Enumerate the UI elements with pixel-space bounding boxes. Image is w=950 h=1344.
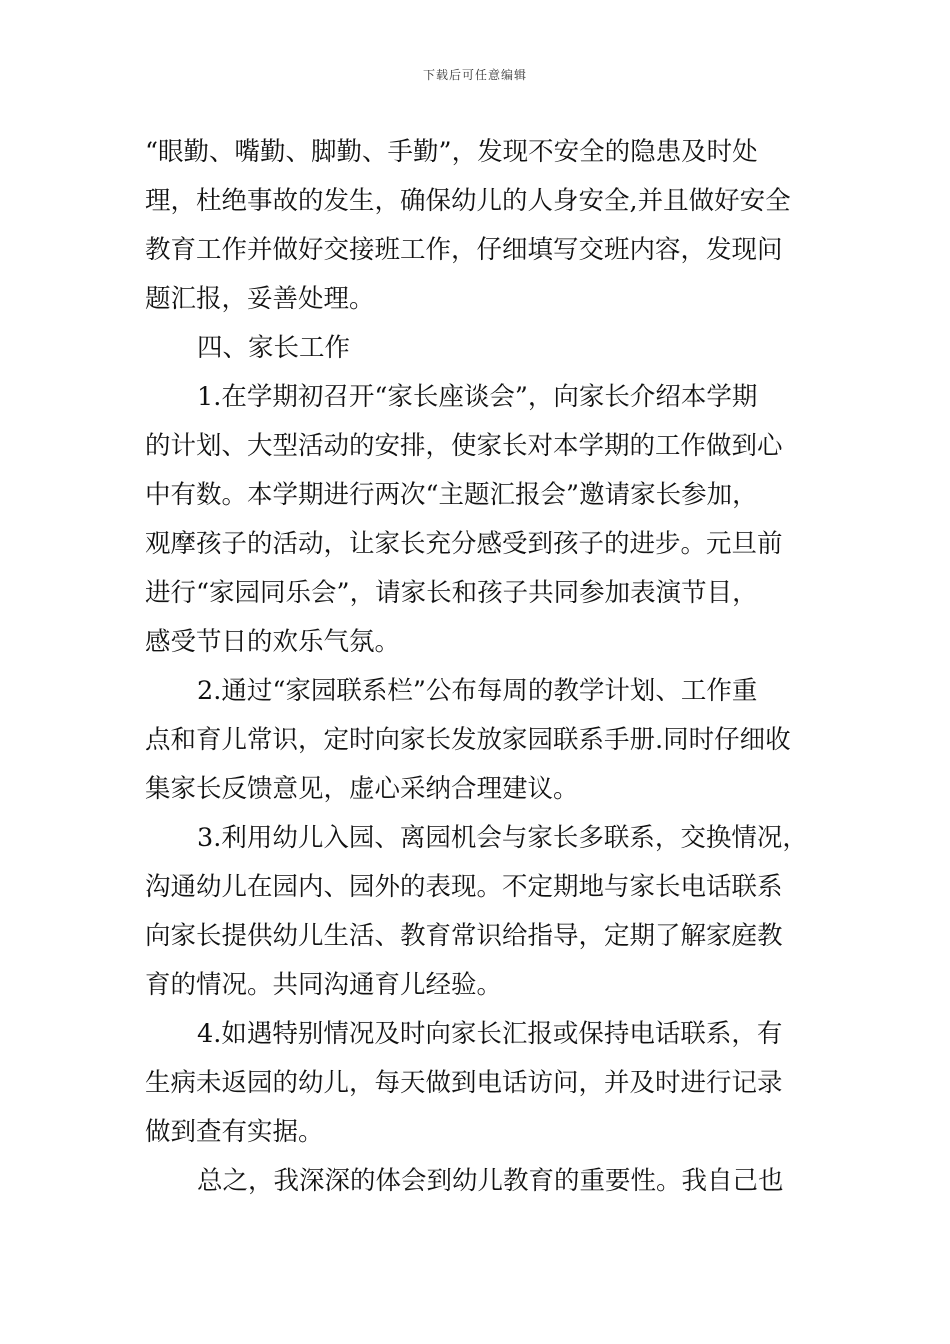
text-line: 题汇报，妥善处理。: [145, 284, 375, 314]
text-line: 感受节日的欢乐气氛。: [145, 627, 401, 657]
text-line: 总之，我深深的体会到幼儿教育的重要性。我自己也: [197, 1166, 784, 1196]
text-line: 2.通过“家园联系栏”公布每周的教学计划、工作重: [197, 676, 758, 706]
text-line: 4.如遇特别情况及时向家长汇报或保持电话联系，有: [197, 1019, 783, 1049]
text-line: 3.利用幼儿入园、离园机会与家长多联系，交换情况，: [197, 823, 808, 853]
text-line: 1.在学期初召开“家长座谈会”，向家长介绍本学期: [197, 382, 758, 412]
text-line: 沟通幼儿在园内、园外的表现。不定期地与家长电话联系: [145, 872, 783, 902]
text-line: 教育工作并做好交接班工作，仔细填写交班内容，发现问: [145, 235, 783, 265]
page-header: 下载后可任意编辑: [422, 68, 527, 82]
section-heading: 四、家长工作: [197, 333, 351, 363]
text-line: 育的情况。共同沟通育儿经验。: [145, 970, 503, 1000]
text-line: “眼勤、嘴勤、脚勤、手勤”，发现不安全的隐患及时处: [145, 137, 758, 167]
text-line: 向家长提供幼儿生活、教育常识给指导，定期了解家庭教: [145, 921, 783, 951]
text-line: 进行“家园同乐会”，请家长和孩子共同参加表演节目，: [145, 578, 758, 608]
text-line: 做到查有实据。: [145, 1117, 324, 1147]
text-line: 生病未返园的幼儿，每天做到电话访问，并及时进行记录: [145, 1068, 783, 1098]
text-line: 理，杜绝事故的发生，确保幼儿的人身安全,并且做好安全: [145, 186, 791, 216]
document-body: [145, 128, 810, 1206]
text-line: 集家长反馈意见，虚心采纳合理建议。: [145, 774, 579, 804]
text-line: 的计划、大型活动的安排，使家长对本学期的工作做到心: [145, 431, 783, 461]
text-line: 观摩孩子的活动，让家长充分感受到孩子的进步。元旦前: [145, 529, 783, 559]
text-line: 中有数。本学期进行两次“主题汇报会”邀请家长参加，: [145, 480, 758, 510]
text-line: 点和育儿常识，定时向家长发放家园联系手册.同时仔细收: [145, 725, 791, 755]
